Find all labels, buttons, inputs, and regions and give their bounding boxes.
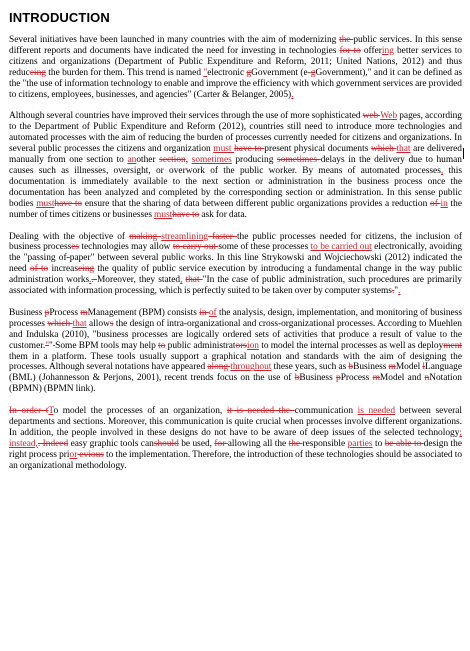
text-run: electronically, avoiding the "passing of xyxy=(9,242,462,264)
tracked-deletion: In order t xyxy=(9,406,49,417)
text-run: to the implementation. Therefore, the introduction of these technologies should be associated to an organizational methodology. xyxy=(9,449,463,471)
tracked-insertion: ing xyxy=(381,45,394,56)
tracked-deletion: the xyxy=(339,35,354,45)
tracked-deletion: to xyxy=(158,340,166,351)
tracked-insertion: sometimes xyxy=(191,155,232,166)
text-run: present physical documents xyxy=(264,144,371,155)
tracked-deletion: sometimes xyxy=(276,155,321,166)
text-run: other xyxy=(136,155,160,166)
text-run: Model and xyxy=(379,373,425,384)
tracked-insertion: T xyxy=(48,406,54,417)
text-cursor xyxy=(463,148,464,159)
text-run: offer xyxy=(360,45,382,56)
tracked-deletion: it is needed the xyxy=(226,406,295,417)
text-run: Moreover, they stated xyxy=(96,275,181,286)
tracked-deletion: should xyxy=(153,438,179,449)
tracked-deletion: b xyxy=(294,373,300,384)
tracked-deletion: l xyxy=(422,362,426,373)
text-run: some of these processes xyxy=(218,242,311,253)
text-run: Government)," and it can be defined as the "the use of information technology to enable and improve the efficiency with which government services are provided to citizens, employees, businesses, and agencies" (Carter & Belanger, 2005) xyxy=(9,67,463,100)
tracked-deletion: the xyxy=(288,438,303,449)
text-run: between several departments and sections. Moreover, this communication is quite crucial when processes involve different organizations. In addition, the people involved in these designs do not have to be aware of deep issues of the selected technology xyxy=(9,406,463,438)
tracked-deletion: . xyxy=(391,286,395,297)
tracked-insertion: to be carried out xyxy=(310,242,372,253)
text-run: allow xyxy=(86,318,110,329)
text-run: are delivered manually from one section to xyxy=(9,144,462,166)
tracked-deletion: m xyxy=(80,307,88,318)
tracked-deletion: m xyxy=(372,373,380,384)
tracked-insertion: is needed xyxy=(357,406,396,417)
text-run: Several initiatives have been launched in many countries with the aim of modernizing xyxy=(9,35,340,45)
text-run: technologies may allow xyxy=(79,242,173,253)
tracked-insertion: ; instead, xyxy=(9,428,462,449)
tracked-deletion: g xyxy=(310,67,316,78)
tracked-insertion: . xyxy=(291,89,294,100)
section-heading: INTRODUCTION xyxy=(9,10,110,25)
text-run: Business xyxy=(299,373,336,384)
tracked-insertion: ion xyxy=(246,340,259,351)
tracked-deletion: es xyxy=(71,242,80,253)
tracked-insertion: an xyxy=(127,155,137,166)
tracked-deletion: p xyxy=(44,307,50,318)
text-run: this documentation is immediately available to the next section or administration in the business process once the documentation has been analyzed and completed by the corresponding section or administration. In this sense public bodies xyxy=(9,165,462,209)
text-run: pages, according to the Department of Public Expenditure and Reform (2012), countries still need to introduce more technologies and automated processes with the aim of reducing the burden of processes currently needed for citizens and organizations. In several public processes the citizens and organization xyxy=(9,111,462,155)
text-run: Business xyxy=(353,362,389,373)
tracked-deletion: evious xyxy=(77,449,104,460)
text-run: the burden for them. This trend is named xyxy=(45,67,204,78)
text-run: o model the processes of an organization, xyxy=(53,406,227,417)
paragraph-5[interactable] xyxy=(9,406,462,471)
text-run: Business xyxy=(9,307,45,318)
text-run: Process xyxy=(340,373,373,384)
tracked-deletion: web xyxy=(362,111,381,122)
text-run: communication xyxy=(294,406,358,417)
text-run: , xyxy=(185,155,192,166)
text-run: Language (BML) (Johannesson & Perjons, 2001), recent trends focus on the use of xyxy=(9,362,462,384)
text-run: "In the case of public administration, such procedures are primarily associated with information processing, which is perfectly suited to be taken over by computer systems xyxy=(9,275,463,297)
text-run: Notation (BPMN) (BPMN link). xyxy=(9,373,462,395)
tracked-deletion: that xyxy=(185,275,203,286)
tracked-insertion: throughout xyxy=(230,362,272,373)
tracked-insertion: , xyxy=(440,165,444,176)
text-run: these years, such as xyxy=(271,362,349,373)
tracked-insertion: , xyxy=(180,275,183,286)
tracked-deletion: have to xyxy=(54,198,83,209)
text-run: the number of times citizens or businesses xyxy=(9,198,462,220)
text-run: be used, xyxy=(178,438,215,449)
tracked-deletion: have to xyxy=(234,144,265,155)
tracked-insertion: or xyxy=(69,449,78,460)
tracked-deletion: ors xyxy=(235,340,247,351)
tracked-deletion: section xyxy=(159,155,186,166)
tracked-deletion: for to xyxy=(339,45,361,56)
text-run: electronic xyxy=(207,67,247,78)
tracked-insertion: that xyxy=(72,318,87,329)
text-run: Some BPM tools may help xyxy=(55,340,159,351)
text-run: to xyxy=(372,438,385,449)
tracked-deletion: to carry out xyxy=(172,242,219,253)
tracked-deletion: of xyxy=(430,198,441,209)
tracked-deletion: be able to xyxy=(384,438,424,449)
text-run: Management (BPM) consists xyxy=(87,307,200,318)
tracked-insertion: of xyxy=(208,307,217,318)
paragraph-3[interactable] xyxy=(9,232,462,297)
paragraph-1[interactable] xyxy=(9,35,462,100)
tracked-deletion: of to xyxy=(29,264,49,275)
tracked-insertion: must xyxy=(154,209,173,220)
tracked-insertion: must xyxy=(213,144,235,155)
tracked-deletion: faster xyxy=(208,231,237,242)
tracked-deletion: p xyxy=(336,373,341,384)
tracked-deletion: making xyxy=(129,231,162,242)
tracked-deletion: n xyxy=(424,373,430,384)
text-run: Although several countries have improved their services through the use of more sophisticated xyxy=(9,111,363,122)
tracked-insertion: . xyxy=(398,286,401,297)
tracked-deletion: ment xyxy=(443,340,463,351)
text-run: Process xyxy=(49,307,81,318)
text-run: the public processes needed for citizens, the inclusion of business process xyxy=(9,231,462,253)
text-run: producing xyxy=(231,155,277,166)
paragraph-4[interactable] xyxy=(9,308,462,395)
paragraph-2[interactable] xyxy=(9,111,462,220)
text-run: the quality of public service execution by introducing a fundamental change in the way public administration works xyxy=(9,264,462,286)
text-run: responsible xyxy=(302,438,348,449)
tracked-insertion: must xyxy=(36,198,55,209)
tracked-deletion: have to xyxy=(172,209,200,220)
text-run: easy graphic tools can xyxy=(68,438,154,449)
tracked-deletion: along xyxy=(207,362,231,373)
tracked-deletion: s xyxy=(109,318,114,329)
tracked-deletion: . Indeed xyxy=(37,438,69,449)
text-run: Model xyxy=(395,362,423,373)
tracked-insertion: that xyxy=(396,144,411,155)
tracked-deletion: eing xyxy=(29,67,46,78)
text-run: the analysis, design, implementation, and monitoring of business processes xyxy=(9,307,462,329)
tracked-insertion: " xyxy=(203,67,208,78)
text-run: increas xyxy=(48,264,78,275)
text-run: Dealing with the objective of xyxy=(9,231,130,242)
tracked-deletion: " xyxy=(45,340,50,351)
tracked-insertion: streamlining xyxy=(161,231,209,242)
text-run: delays in the delivery due to human causes such as illnesses, oversight, or overwork of the public worker. By means of automated processes xyxy=(9,155,462,176)
tracked-insertion: . xyxy=(89,275,92,286)
tracked-deletion: which xyxy=(47,318,73,329)
tracked-deletion: eing xyxy=(78,264,95,275)
tracked-deletion: g xyxy=(246,67,252,78)
tracked-insertion: in xyxy=(440,198,448,209)
text-run: to model the internal processes as well as deploy xyxy=(258,340,444,351)
text-run: " xyxy=(49,340,53,351)
text-run: public services. In this sense different reports and documents have indicated the need for investing in technologies xyxy=(9,35,462,56)
text-run: paper" between several public works. In this line Strykowski and Wojciechowski (2012) indicated the need xyxy=(9,253,462,275)
text-run: better services to citizens and organizations (Department of Public Expenditure and Reform, 2011; United Nations, 2012) and thus reduc xyxy=(9,45,462,78)
text-run: the design of intra-organizational and cross-organizational processes. According to Muehlen and Indulska (2010), "business processes are logically ordered sets of activities that produce a result of value to the customer. xyxy=(9,318,462,351)
tracked-deletion: for xyxy=(214,438,228,449)
tracked-deletion: b xyxy=(348,362,354,373)
tracked-deletion: which xyxy=(370,144,397,155)
text-run: ask for data. xyxy=(199,209,247,220)
text-run: public administrat xyxy=(165,340,236,351)
tracked-deletion: . xyxy=(91,275,97,286)
text-run: " xyxy=(394,286,399,297)
text-run: them in a platform. These tools usually support a graphical notation and standards with the aim of designing the processes. Although several notations have appeared xyxy=(9,351,462,373)
text-run: design the right process pri xyxy=(9,438,462,460)
text-run: allowing all the xyxy=(227,438,289,449)
tracked-deletion: in xyxy=(199,307,209,318)
tracked-insertion: Web xyxy=(380,111,398,122)
tracked-deletion: m xyxy=(388,362,396,373)
text-run: Government (e- xyxy=(251,67,311,78)
text-run: ensure that the sharing of data between different public organizations provides a reduction xyxy=(82,198,430,209)
tracked-insertion: parties xyxy=(347,438,373,449)
